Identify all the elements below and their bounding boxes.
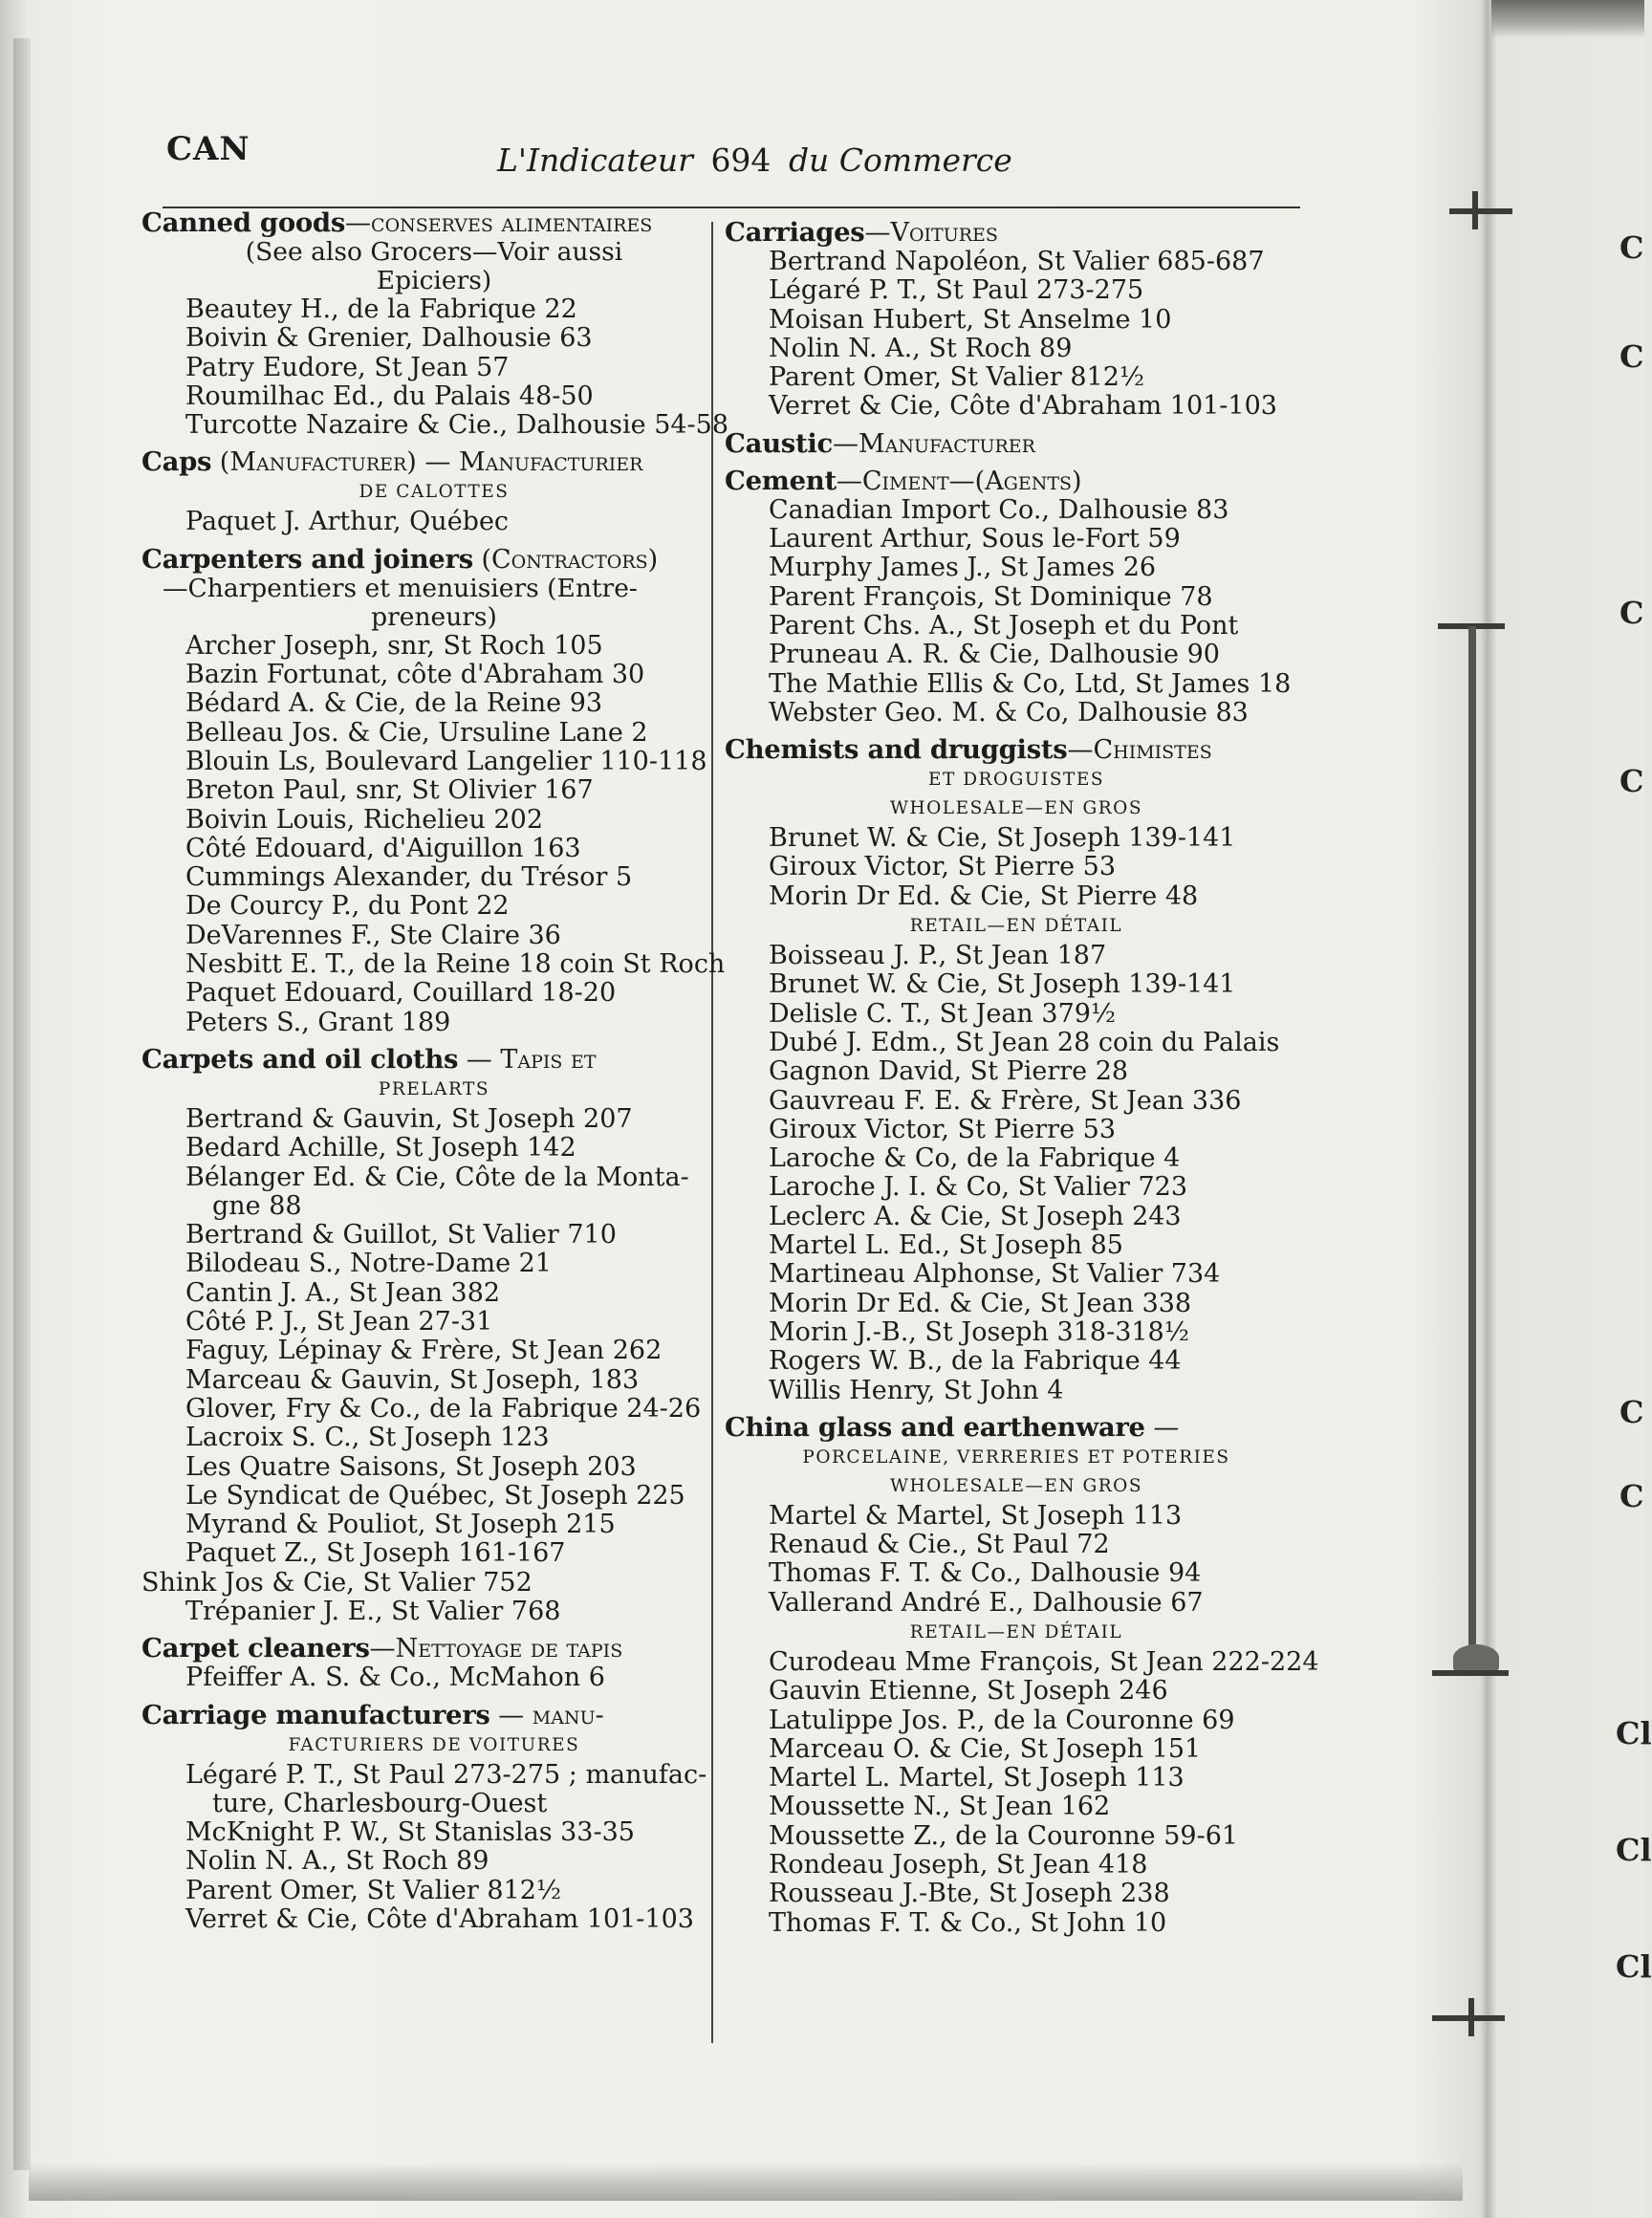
page-edge-bottom xyxy=(29,2163,1463,2201)
category-translation: — manu- xyxy=(489,1700,604,1730)
directory-entry: Pruneau A. R. & Cie, Dalhousie 90 xyxy=(769,640,1220,670)
directory-entry: Bertrand & Guillot, St Valier 710 xyxy=(185,1220,617,1250)
directory-entry: Parent Chs. A., St Joseph et du Pont xyxy=(769,610,1239,641)
directory-entry: Légaré P. T., St Paul 273-275 xyxy=(769,275,1144,306)
category-name: Canned goods xyxy=(141,207,346,238)
directory-entry: Cantin J. A., St Jean 382 xyxy=(185,1277,501,1308)
category-name: Chemists and druggists xyxy=(725,734,1068,766)
directory-entry: Les Quatre Saisons, St Joseph 203 xyxy=(185,1451,637,1482)
directory-entry: Bélanger Ed. & Cie, Côte de la Monta- xyxy=(185,1162,689,1192)
directory-entry: Paquet Edouard, Couillard 18-20 xyxy=(185,978,617,1009)
binding-cord xyxy=(1468,626,1476,1670)
subheading: PRELARTS xyxy=(378,1078,490,1099)
directory-entry: Rousseau J.-Bte, St Joseph 238 xyxy=(769,1879,1170,1909)
directory-entry: Willis Henry, St John 4 xyxy=(769,1375,1064,1405)
category-heading xyxy=(725,467,1308,496)
directory-entry: Patry Eudore, St Jean 57 xyxy=(185,352,510,382)
title-left: L'Indicateur xyxy=(497,141,693,179)
running-title xyxy=(497,141,1012,179)
directory-entry: Giroux Victor, St Pierre 53 xyxy=(769,1114,1116,1144)
subheading: WHOLESALE—EN GROS xyxy=(889,1475,1143,1496)
category-translation: —Chimistes xyxy=(1067,735,1212,766)
category-heading xyxy=(725,1413,1308,1443)
subheading: DE CALOTTES xyxy=(359,482,510,503)
category-heading xyxy=(725,429,1308,459)
directory-entry: Thomas F. T. & Co., St John 10 xyxy=(769,1907,1167,1938)
directory-entry: Boivin & Grenier, Dalhousie 63 xyxy=(185,323,593,354)
directory-entry: Gauvreau F. E. & Frère, St Jean 336 xyxy=(769,1085,1242,1116)
category-name: Cement xyxy=(725,465,837,496)
directory-entry: Roumilhac Ed., du Palais 48-50 xyxy=(185,381,594,411)
category-translation: —Manufacturer xyxy=(832,428,1035,459)
directory-entry: Dubé J. Edm., St Jean 28 coin du Palais xyxy=(769,1027,1280,1057)
category-translation: —Nettoyage de tapis xyxy=(369,1634,623,1664)
directory-entry: Lacroix S. C., St Joseph 123 xyxy=(185,1423,550,1453)
directory-entry: Paquet J. Arthur, Québec xyxy=(185,507,510,537)
category-translation: — xyxy=(1144,1412,1180,1443)
directory-entry: Moisan Hubert, St Anselme 10 xyxy=(769,304,1172,335)
directory-entry: Blouin Ls, Boulevard Langelier 110-118 xyxy=(185,746,707,776)
directory-entry: Bertrand Napoléon, St Valier 685-687 xyxy=(769,247,1265,276)
directory-entry: Gauvin Etienne, St Joseph 246 xyxy=(769,1676,1168,1707)
directory-entry: Canadian Import Co., Dalhousie 83 xyxy=(769,494,1229,525)
page-edge-left xyxy=(13,38,31,2170)
category-translation: — Tapis et xyxy=(458,1044,597,1075)
scan-shadow-top xyxy=(1491,0,1644,38)
directory-entry: Bédard A. & Cie, de la Reine 93 xyxy=(185,688,603,719)
directory-entry: Thomas F. T. & Co., Dalhousie 94 xyxy=(769,1558,1202,1589)
category-name: Carpet cleaners xyxy=(141,1633,370,1664)
directory-entry: Shink Jos & Cie, St Valier 752 xyxy=(141,1567,533,1598)
directory-entry: Laroche J. I. & Co, St Valier 723 xyxy=(769,1172,1187,1203)
edge-letter: Cl xyxy=(1616,1832,1652,1868)
binding-tick xyxy=(1468,1998,1474,2036)
subheading: ET DROGUISTES xyxy=(927,770,1105,791)
directory-entry: Morin J.-B., St Joseph 318-318½ xyxy=(769,1316,1189,1347)
directory-entry: Morin Dr Ed. & Cie, St Pierre 48 xyxy=(769,881,1199,911)
edge-letter: C xyxy=(1619,1394,1644,1430)
directory-entry: Gagnon David, St Pierre 28 xyxy=(769,1056,1129,1087)
category-name: Carpets and oil cloths xyxy=(141,1043,459,1075)
directory-entry: Delisle C. T., St Jean 379½ xyxy=(769,998,1117,1029)
directory-entry: Rondeau Joseph, St Jean 418 xyxy=(769,1850,1148,1881)
heading-continuation: Epiciers) xyxy=(376,266,492,295)
category-translation: —Ciment—(Agents) xyxy=(836,466,1082,496)
directory-entry: Curodeau Mme François, St Jean 222-224 xyxy=(769,1646,1319,1677)
edge-letter: C xyxy=(1619,229,1644,266)
category-heading xyxy=(725,735,1308,765)
binding-knot xyxy=(1453,1644,1499,1671)
category-translation: (Contractors) xyxy=(472,544,659,575)
directory-entry: Belleau Jos. & Cie, Ursuline Lane 2 xyxy=(185,717,648,748)
directory-entry: Martineau Alphonse, St Valier 734 xyxy=(769,1259,1221,1290)
subheading: FACTURIERS DE VOITURES xyxy=(288,1734,580,1755)
directory-entry: Leclerc A. & Cie, St Joseph 243 xyxy=(769,1201,1182,1231)
category-name: Caps xyxy=(141,446,212,478)
directory-entry: Giroux Victor, St Pierre 53 xyxy=(769,852,1116,882)
directory-entry: Martel L. Martel, St Joseph 113 xyxy=(769,1763,1185,1794)
directory-entry: Moussette Z., de la Couronne 59-61 xyxy=(769,1820,1239,1851)
heading-continuation: (See also Grocers—Voir aussi xyxy=(245,237,623,267)
category-translation: (Manufacturer) — Manufacturier xyxy=(211,447,643,478)
directory-entry: Côté P. J., St Jean 27-31 xyxy=(185,1307,493,1337)
directory-entry: Boisseau J. P., St Jean 187 xyxy=(769,941,1107,971)
category-name: China glass and earthenware xyxy=(725,1411,1145,1443)
category-name: Carriage manufacturers xyxy=(141,1699,490,1730)
directory-entry: Marceau O. & Cie, St Joseph 151 xyxy=(769,1733,1202,1764)
subheading: WHOLESALE—EN GROS xyxy=(889,798,1143,819)
directory-entry: Beautey H., de la Fabrique 22 xyxy=(185,294,577,324)
directory-entry: Parent Omer, St Valier 812½ xyxy=(185,1875,562,1905)
directory-entry: Murphy James J., St James 26 xyxy=(769,553,1157,583)
page-header xyxy=(163,126,1300,193)
directory-entry: Renaud & Cie., St Paul 72 xyxy=(769,1530,1110,1560)
directory-entry: Bilodeau S., Notre-Dame 21 xyxy=(185,1249,552,1279)
directory-entry: Martel & Martel, St Joseph 113 xyxy=(769,1500,1183,1531)
directory-entry: Rogers W. B., de la Fabrique 44 xyxy=(769,1346,1182,1377)
directory-entry: Paquet Z., St Joseph 161-167 xyxy=(185,1538,566,1569)
edge-letter: Cl xyxy=(1616,1948,1652,1985)
title-right: du Commerce xyxy=(788,141,1012,179)
directory-entry: Boivin Louis, Richelieu 202 xyxy=(185,804,544,835)
subheading: PORCELAINE, VERRERIES ET POTERIES xyxy=(802,1446,1230,1468)
directory-entry: Peters S., Grant 189 xyxy=(185,1007,451,1037)
page-number: 694 xyxy=(710,141,772,179)
category-heading xyxy=(141,545,727,575)
directory-entry: Laroche & Co, de la Fabrique 4 xyxy=(769,1143,1181,1174)
category-name: Carpenters and joiners xyxy=(141,543,473,575)
directory-entry: Brunet W. & Cie, St Joseph 139-141 xyxy=(769,969,1236,1000)
category-heading xyxy=(141,1634,727,1664)
directory-entry: Cummings Alexander, du Trésor 5 xyxy=(185,862,633,893)
edge-letter: C xyxy=(1619,1478,1644,1514)
edge-letter: C xyxy=(1619,595,1644,631)
heading-continuation: —Charpentiers et menuisiers (Entre- xyxy=(163,573,638,603)
category-translation: —conserves alimentaires xyxy=(345,208,653,238)
left-column xyxy=(141,208,727,1934)
binding-tick xyxy=(1432,1670,1509,1676)
directory-entry: Laurent Arthur, Sous le-Fort 59 xyxy=(769,524,1181,554)
directory-entry: Bazin Fortunat, côte d'Abraham 30 xyxy=(185,660,645,690)
section-label: CAN xyxy=(166,130,250,168)
subheading: RETAIL—EN DÉTAIL xyxy=(909,1621,1123,1642)
directory-entry: Côté Edouard, d'Aiguillon 163 xyxy=(185,833,581,863)
category-name: Caustic xyxy=(725,427,833,459)
directory-entry: ture, Charlesbourg-Ouest xyxy=(212,1788,548,1818)
directory-entry: Turcotte Nazaire & Cie., Dalhousie 54-58 xyxy=(185,410,729,441)
category-heading xyxy=(725,218,1308,248)
directory-entry: Vallerand André E., Dalhousie 67 xyxy=(769,1587,1204,1618)
directory-entry: Nolin N. A., St Roch 89 xyxy=(185,1846,489,1877)
category-translation: —Voitures xyxy=(864,218,998,248)
directory-entry: De Courcy P., du Pont 22 xyxy=(185,891,510,922)
directory-entry: Nolin N. A., St Roch 89 xyxy=(769,333,1073,363)
edge-letter: Cl xyxy=(1616,1715,1652,1751)
directory-entry: Myrand & Pouliot, St Joseph 215 xyxy=(185,1510,616,1540)
directory-entry: Verret & Cie, Côte d'Abraham 101-103 xyxy=(769,391,1277,422)
directory-entry: Pfeiffer A. S. & Co., McMahon 6 xyxy=(185,1663,605,1693)
directory-entry: Moussette N., St Jean 162 xyxy=(769,1792,1111,1822)
directory-entry: Le Syndicat de Québec, St Joseph 225 xyxy=(185,1480,685,1511)
directory-entry: Nesbitt E. T., de la Reine 18 coin St Roch xyxy=(185,949,726,980)
directory-entry: gne 88 xyxy=(212,1190,302,1221)
directory-entry: Bertrand & Gauvin, St Joseph 207 xyxy=(185,1103,633,1134)
directory-entry: The Mathie Ellis & Co, Ltd, St James 18 xyxy=(769,668,1292,699)
directory-entry: Trépanier J. E., St Valier 768 xyxy=(185,1596,561,1626)
directory-entry: McKnight P. W., St Stanislas 33-35 xyxy=(185,1817,635,1848)
directory-entry: DeVarennes F., Ste Claire 36 xyxy=(185,920,561,950)
category-heading xyxy=(141,447,727,477)
directory-entry: Brunet W. & Cie, St Joseph 139-141 xyxy=(769,823,1236,854)
directory-entry: Faguy, Lépinay & Frère, St Jean 262 xyxy=(185,1336,663,1366)
directory-entry: Verret & Cie, Côte d'Abraham 101-103 xyxy=(185,1904,694,1935)
category-heading xyxy=(141,1045,727,1075)
directory-entry: Webster Geo. M. & Co, Dalhousie 83 xyxy=(769,697,1249,728)
directory-entry: Martel L. Ed., St Joseph 85 xyxy=(769,1230,1123,1261)
category-heading xyxy=(141,208,727,238)
directory-entry: Morin Dr Ed. & Cie, St Jean 338 xyxy=(769,1288,1192,1318)
right-column xyxy=(725,217,1319,1938)
directory-entry: Marceau & Gauvin, St Joseph, 183 xyxy=(185,1364,640,1395)
directory-entry: Parent Omer, St Valier 812½ xyxy=(769,362,1145,393)
binding-tick xyxy=(1449,208,1512,214)
category-name: Carriages xyxy=(725,217,865,248)
binding-tick xyxy=(1472,191,1478,229)
heading-continuation: preneurs) xyxy=(371,601,497,632)
directory-entry: Glover, Fry & Co., de la Fabrique 24-26 xyxy=(185,1393,702,1424)
directory-entry: Breton Paul, snr, St Olivier 167 xyxy=(185,775,594,806)
directory-entry: Parent François, St Dominique 78 xyxy=(769,581,1213,612)
directory-entry: Archer Joseph, snr, St Roch 105 xyxy=(185,630,603,661)
directory-entry: Légaré P. T., St Paul 273-275 ; manufac- xyxy=(185,1759,707,1790)
directory-entry: Bedard Achille, St Joseph 142 xyxy=(185,1133,576,1163)
edge-letter: C xyxy=(1619,338,1644,375)
category-heading xyxy=(141,1701,727,1730)
directory-entry: Latulippe Jos. P., de la Couronne 69 xyxy=(769,1705,1235,1735)
subheading: RETAIL—EN DÉTAIL xyxy=(909,916,1123,937)
edge-letter: C xyxy=(1619,763,1644,799)
